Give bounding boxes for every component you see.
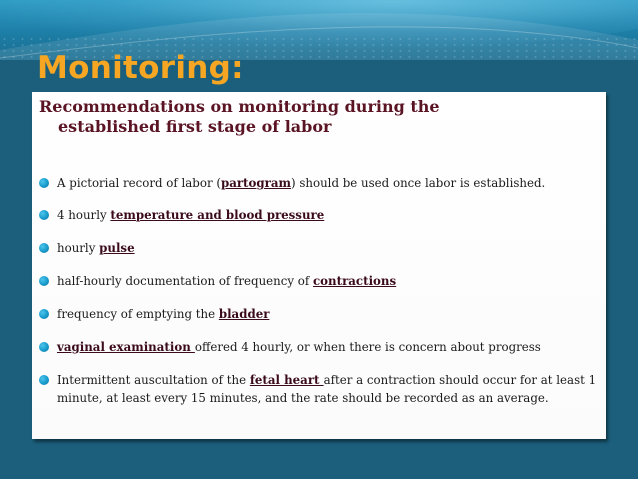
content-panel <box>32 92 606 439</box>
bullet-icon <box>39 375 49 385</box>
item-keyword: temperature and blood pressure <box>110 208 325 222</box>
item-text-tail: offered 4 hourly, or when there is concern about progress <box>194 340 541 354</box>
bullet-icon <box>39 342 49 352</box>
item-text: half-hourly documentation of frequency of <box>57 274 313 288</box>
bullet-icon <box>39 309 49 319</box>
item-keyword: bladder <box>218 307 270 321</box>
item-keyword: pulse <box>99 241 135 255</box>
bullet-icon <box>39 178 49 188</box>
section-heading <box>39 97 599 137</box>
heading-line-2: established first stage of labor <box>58 117 332 136</box>
item-text-tail: ) should be used once labor is established. <box>290 176 546 190</box>
item-keyword: vaginal examination <box>57 340 195 354</box>
heading-line-1: Recommendations on monitoring during the <box>39 97 440 116</box>
item-text: hourly <box>57 241 100 255</box>
bullet-icon <box>39 210 49 220</box>
slide-title: Monitoring: <box>37 50 244 86</box>
item-text: 4 hourly <box>57 208 111 222</box>
item-text-tail: after a contraction should occur for at least 1 minute, at least every 15 minutes, and the rate should be recorded as an average. <box>57 373 597 405</box>
item-keyword: fetal heart <box>249 373 324 387</box>
bullet-icon <box>39 243 49 253</box>
item-text: frequency of emptying the <box>57 307 219 321</box>
item-keyword: partogram <box>220 176 291 190</box>
item-text: Intermittent auscultation of the <box>57 373 250 387</box>
item-text: A pictorial record of labor ( <box>57 176 221 190</box>
bullet-icon <box>39 276 49 286</box>
item-keyword: contractions <box>313 274 397 288</box>
